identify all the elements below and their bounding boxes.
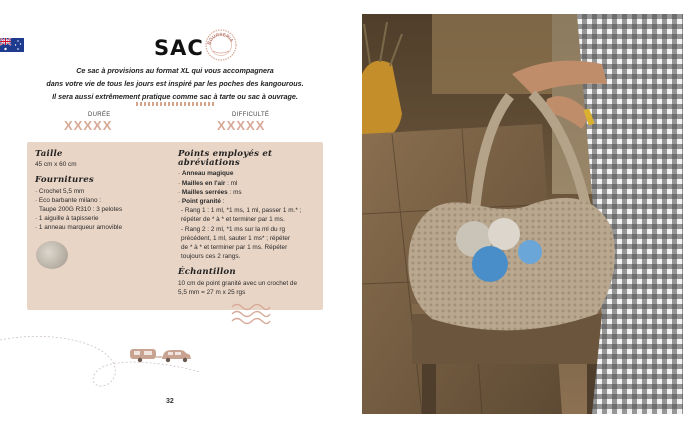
- supply-item: · 1 aiguille à tapisserie: [35, 215, 99, 223]
- row-instruction: de * à * et terminer par 1 ms. Répéter: [181, 244, 288, 252]
- intro-line: Ce sac à provisions au format XL qui vous accompagnera: [76, 66, 274, 75]
- stitch-name: Anneau magique: [181, 170, 234, 178]
- rating-x: X: [217, 118, 226, 133]
- gauge-line: 5,5 mm = 27 m x 25 rgs: [178, 288, 246, 296]
- row-instruction: toujours ces 2 rangs.: [181, 253, 241, 261]
- row-instruction: répéter de * à * et terminer par 1 ms.: [181, 216, 285, 224]
- stitch-name: Mailles serrées: [181, 188, 228, 196]
- supply-item: · Crochet 5,5 mm: [35, 187, 85, 195]
- difficulty-rating: [217, 119, 264, 133]
- row-instruction: - Rang 1 : 1 ml, *1 ms, 1 ml, passer 1 m.* ;: [181, 207, 302, 215]
- rating-x: X: [93, 118, 102, 133]
- page-number: 32: [166, 398, 174, 405]
- rating-x: X: [255, 118, 265, 133]
- dashed-divider: [136, 102, 214, 106]
- rating-x: X: [73, 118, 83, 133]
- duration-rating: [64, 119, 111, 133]
- stitch-name: Point granité: [181, 198, 221, 206]
- stitch-abbr: : ms: [227, 188, 242, 196]
- row-instruction: - Rang 2 : 2 ml, *1 ms sur la ml du rg: [181, 225, 286, 233]
- rating-x: X: [64, 118, 73, 133]
- supply-item: · 1 anneau marqueur amovible: [35, 224, 123, 232]
- info-box: [27, 142, 323, 310]
- car-caravan-icon: [128, 347, 194, 363]
- intro-line: dans votre vie de tous les jours est inspiré par les poches des kangourous.: [46, 79, 304, 88]
- rating-x: X: [236, 118, 246, 133]
- page-title: SAC: [154, 36, 204, 60]
- supply-item: Taupe 200G R310 : 3 pelotes: [39, 206, 123, 214]
- left-column: [35, 150, 165, 240]
- stitches-heading: Points employés et abréviations: [178, 149, 273, 169]
- stamp-text: BOURSERIA: [206, 31, 235, 46]
- photo-crochet-bag: [362, 14, 683, 414]
- stitch-name: Mailles en l'air: [181, 179, 226, 187]
- size-value: 45 cm x 60 cm: [35, 161, 77, 169]
- stamp-icon: [204, 28, 238, 62]
- size-heading: Taille: [35, 149, 63, 159]
- yarn-ball-image: [36, 241, 68, 269]
- rating-x: X: [102, 118, 112, 133]
- title-block: [154, 30, 244, 66]
- right-column: Points employés et abréviations · Anneau magique · Mailles en l'air : ml · Mailles serrées : ms · Point granité : - Rang 1 : 1 ml, *1 ms, 1 ml, passer 1 m.* ; répéter de * à * et terminer par 1 ms. - Rang 2 : 2 ml, *1 ms sur la ml du rg précédent, 1 ml, sauter 1 ms* ; répéter de * à * et terminer par 1 ms. Répéter toujours ces 2 rangs. Échantillon 10 cm de point granité avec un crochet de 5,5 mm = 27 m x 25 rgs: [178, 150, 318, 304]
- difficulty-label: DIFFICULTÉ: [232, 112, 270, 118]
- stitch-abbr: :: [220, 198, 225, 206]
- rating-x: X: [83, 118, 93, 133]
- supplies-heading: Fournitures: [35, 175, 94, 186]
- row-instruction: précédent, 1 ml, sauter 1 ms* ; répéter: [181, 234, 291, 242]
- australia-flag-icon: [0, 38, 24, 52]
- intro-text: [40, 64, 310, 103]
- wave-icon: [230, 301, 272, 327]
- intro-line: Il sera aussi extrêmement pratique comme sac à tarte ou sac à ouvrage.: [52, 92, 298, 101]
- supply-item: · Eco barbante milano :: [35, 196, 102, 204]
- duration-label: DURÉE: [88, 112, 111, 118]
- gauge-line: 10 cm de point granité avec un crochet de: [178, 279, 298, 287]
- rating-x: X: [226, 118, 236, 133]
- stitch-abbr: : ml: [225, 179, 238, 187]
- rating-x: X: [246, 118, 255, 133]
- gauge-heading: Échantillon: [178, 267, 236, 278]
